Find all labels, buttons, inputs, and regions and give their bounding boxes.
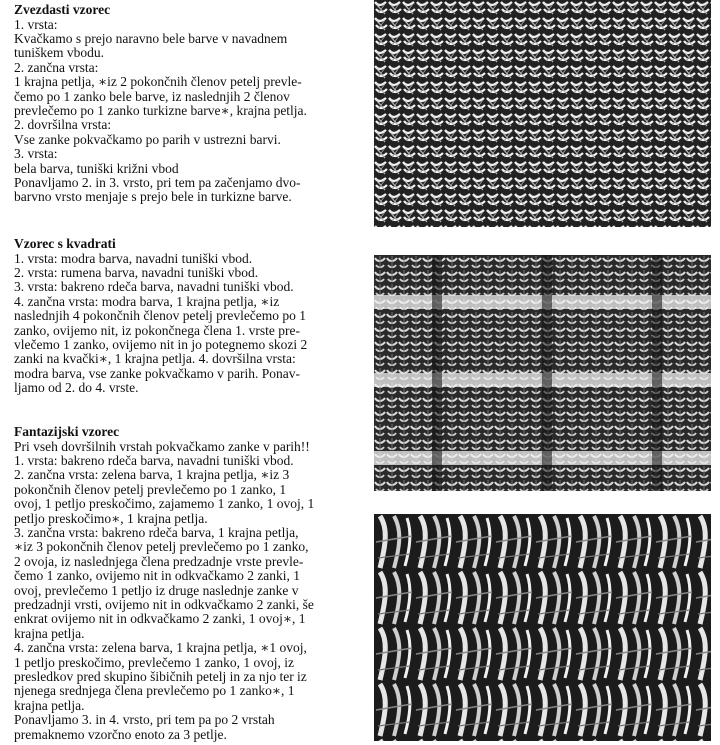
text-line: 2. dovršilna vrsta: (14, 117, 112, 133)
section-body (14, 18, 360, 205)
knit-texture (374, 0, 711, 227)
section-title: Fantazijski vzorec (14, 424, 120, 439)
text-line: Kvačkamo s prejo naravno bele barve v navadnem (14, 30, 288, 46)
text-line: prevlečemo po 1 zanko turkizne barve∗, krajna petlja. (14, 102, 307, 118)
text-line: 1. vrsta: bakreno rdeča barva, navadni tuniški vbod. (14, 452, 294, 468)
section-fantasy-pattern (14, 424, 360, 742)
fantasy-pattern-swatch-image (374, 514, 711, 741)
text-line: bela barva, tuniški križni vbod (14, 160, 179, 176)
text-line: 2. zančna vrsta: (14, 59, 99, 75)
knit-texture (374, 514, 711, 741)
text-line: Vse zanke pokvačkamo po parih v ustrezni barvi. (14, 131, 281, 147)
text-line: 2. vrsta: rumena barva, navadni tuniški vbod. (14, 264, 259, 280)
section-star-pattern (14, 2, 360, 205)
text-line: pokončnih členov petelj prevlečemo po 1 zanko, 1 (14, 481, 287, 497)
text-line: Ponavljamo 3. in 4. vrsto, pri tem pa po 2 vrstah (14, 712, 275, 728)
section-title: Zvezdasti vzorec (14, 2, 111, 17)
text-line: 2 ovoja, iz naslednjega člena predzadnje vrste prevle- (14, 553, 304, 569)
text-line: vlečemo 1 zanko, ovijemo nit in jo potegnemo skozi 2 (14, 336, 308, 352)
text-line: predzadnji vrsti, ovijemo nit in odkvačkamo 2 zanki, še (14, 596, 314, 612)
star-pattern-swatch-image (374, 0, 711, 227)
text-line: modra barva, vse zanke pokvačkamo v parih. Ponav- (14, 365, 301, 381)
text-line: zanko, ovijemo nit, iz pokončnega člena 1. vrste pre- (14, 322, 301, 338)
text-line: petljo preskočimo∗, 1 krajna petlja. (14, 510, 208, 526)
text-line: ovoj, 1 petljo preskočimo, zajamemo 1 zanko, 1 ovoj, 1 (14, 496, 315, 512)
text-line: 3. zančna vrsta: bakreno rdeča barva, 1 krajna petlja, (14, 524, 299, 540)
text-line: naslednjih 4 pokončnih členov petelj prevlečemo po 1 (14, 308, 307, 324)
text-line: ovoj, prevlečemo 1 petljo iz druge naslednje zanke v (14, 582, 299, 598)
square-pattern-swatch-image (374, 255, 711, 491)
text-line: Pri vseh dovršilnih vrstah pokvačkamo zanke v parih!! (14, 438, 310, 454)
text-line: krajna petlja. (14, 625, 85, 641)
text-line: čemo po 1 zanko bele barve, iz naslednjih 2 členov (14, 88, 290, 104)
section-body (14, 440, 360, 743)
section-title: Vzorec s kvadrati (14, 236, 116, 251)
text-line: njenega srednjega člena prevlečemo po 1 zanko∗, 1 (14, 683, 295, 699)
text-line: 4. zančna vrsta: modra barva, 1 krajna petlja, ∗iz (14, 293, 280, 309)
text-line: 1. vrsta: modra barva, navadni tuniški vbod. (14, 250, 253, 266)
section-body (14, 252, 360, 396)
text-line: krajna petlja. (14, 697, 85, 713)
text-line: ∗iz 3 pokončnih členov petelj prevlečemo po 1 zanko, (14, 539, 309, 555)
text-line: 3. vrsta: bakreno rdeča barva, navadni tuniški vbod. (14, 279, 294, 295)
text-line: 1 krajna petlja, ∗iz 2 pokončnih členov petelj prevle- (14, 74, 302, 90)
text-line: 2. zančna vrsta: zelena barva, 1 krajna petlja, ∗iz 3 (14, 467, 290, 483)
text-line: 3. vrsta: (14, 146, 58, 162)
knit-texture (374, 255, 711, 491)
text-line: enkrat ovijemo nit in odkvačkamo 2 zanki, 1 ovoj∗, 1 (14, 611, 306, 627)
text-line: 1 petljo preskočimo, prevlečemo 1 zanko, 1 ovoj, iz (14, 654, 295, 670)
section-square-pattern (14, 236, 360, 396)
text-line: presledkov pred skupino šibičnih petelj in za njo ter iz (14, 669, 307, 684)
text-line: 1. vrsta: (14, 16, 58, 32)
text-line: premaknemo vzorčno enoto za 3 petlje. (14, 726, 227, 742)
text-line: zanki na kvački∗, 1 krajna petlja. 4. dovršilna vrsta: (14, 351, 296, 367)
text-line: barvno vrsto menjaje s prejo bele in turkizne barve. (14, 189, 292, 205)
text-line: Ponavljamo 2. in 3. vrsto, pri tem pa začenjamo dvo- (14, 174, 301, 190)
text-line: tuniškem vbodu. (14, 45, 104, 61)
text-line: 4. zančna vrsta: zelena barva, 1 krajna petlja, ∗1 ovoj, (14, 640, 307, 656)
text-line: ljamo od 2. do 4. vrste. (14, 380, 139, 396)
text-line: čemo 1 zanko, ovijemo nit in odkvačkamo 2 zanki, 1 (14, 568, 301, 584)
